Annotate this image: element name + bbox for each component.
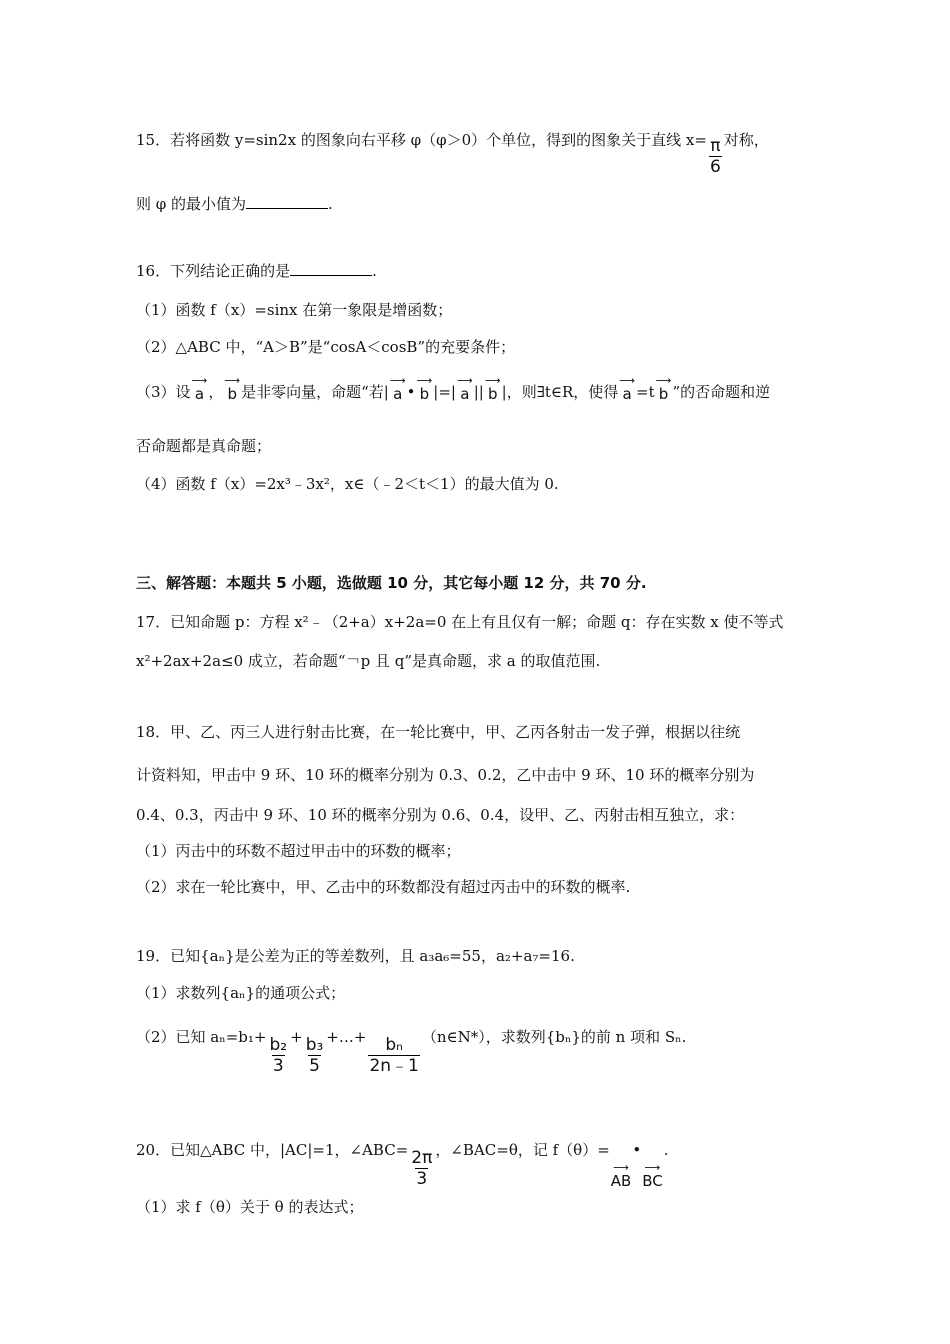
ellipsis-sum: +…+	[326, 1028, 367, 1046]
q16-item3-text: |，则∃t∈R，使得	[501, 383, 619, 401]
fraction-bn-over-2n-1	[368, 1035, 419, 1076]
frac-numerator: 2π	[411, 1148, 433, 1168]
q18-line3: 0.4、0.3，丙击中 9 环、10 环的概率分别为 0.6、0.4，设甲、乙、丙射击相互独立，求：	[136, 806, 745, 824]
q15-line2-text: 则 φ 的最小值为	[136, 195, 247, 213]
frac-denominator: 3	[272, 1056, 284, 1076]
q20-line1	[136, 1140, 668, 1189]
q19-item2-text: （2）已知 aₙ=b₁+	[136, 1028, 267, 1046]
frac-numerator: b₂	[269, 1035, 288, 1055]
vector-a: ⟶ a	[456, 374, 473, 403]
frac-denominator: 3	[416, 1169, 428, 1189]
frac-numerator: bₙ	[385, 1035, 403, 1055]
q18-item1: （1）丙击中的环数不超过甲击中的环数的概率；	[136, 842, 461, 860]
q20-item1: （1）求 f（θ）关于 θ 的表达式；	[136, 1198, 364, 1216]
frac-denominator: 2n﹣1	[369, 1056, 419, 1076]
q20-period: .	[663, 1141, 669, 1159]
frac-denominator: 6	[709, 157, 721, 177]
answer-blank	[290, 261, 372, 276]
q15-line2	[136, 194, 333, 214]
frac-numerator: π	[710, 136, 721, 156]
q20-text: 20．已知△ABC 中，|AC|=1，∠ABC=	[136, 1141, 409, 1159]
q15-text-post: 对称，	[723, 131, 769, 149]
q16-item3-continued: 否命题都是真命题；	[136, 437, 272, 455]
q16-item2: （2）△ABC 中，“A＞B”是“cosA＜cosB”的充要条件；	[136, 338, 516, 356]
q16-stem	[136, 261, 377, 281]
q16-period: .	[372, 262, 377, 280]
q18-line1: 18．甲、乙、丙三人进行射击比赛，在一轮比赛中，甲、乙丙各射击一发子弹，根据以往统	[136, 723, 741, 741]
q19-item1: （1）求数列{aₙ}的通项公式；	[136, 984, 346, 1002]
fraction-b2-over-3	[269, 1035, 289, 1076]
q16-item3-text: ”的否命题和逆	[672, 383, 771, 401]
vector-b: ⟶ b	[484, 374, 501, 403]
q18-item2: （2）求在一轮比赛中，甲、乙击中的环数都没有超过丙击中的环数的概率.	[136, 878, 631, 896]
q17-line1: 17．已知命题 p：方程 x²﹣（2+a）x+2a=0 在上有且仅有一解；命题 q：存在实数 x 使不等式	[136, 613, 784, 631]
vector-bc: ⟶ BC	[642, 1161, 663, 1190]
fraction-b3-over-5	[305, 1035, 325, 1076]
q17-line2: x²+2ax+2a≤0 成立，若命题“￢p 且 q”是真命题，求 a 的取值范围.	[136, 652, 601, 670]
q19-line1: 19．已知{aₙ}是公差为正的等差数列，且 a₃a₆=55，a₂+a₇=16.	[136, 947, 575, 965]
q16-item4: （4）函数 f（x）=2x³﹣3x²，x∈（﹣2＜t＜1）的最大值为 0.	[136, 475, 559, 493]
frac-denominator: 5	[309, 1056, 320, 1076]
q15-text-pre: 15．若将函数 y=sin2x 的图象向右平移 φ（φ＞0）个单位，得到的图象关于直线 x=	[136, 131, 707, 149]
q15-fraction-pi-over-6	[709, 136, 722, 177]
q16-item3-text: |=|	[433, 383, 456, 401]
vector-a: ⟶ a	[619, 374, 636, 403]
dot-product: •	[632, 1141, 642, 1159]
q16-item3-text: ||	[473, 383, 484, 401]
vector-a: ⟶ a	[389, 374, 406, 403]
vector-b: ⟶ b	[655, 374, 672, 403]
q15-period: .	[328, 195, 333, 213]
q16-item3-text: =t	[636, 383, 655, 401]
q16-stem-text: 16．下列结论正确的是	[136, 262, 291, 280]
q20-text: ，∠BAC=θ，记 f（θ）=	[435, 1141, 610, 1159]
q16-item3: （3）设 ⟶ a ， ⟶ b 是非零向量，命题“若| ⟶ a • ⟶ b |=| ⟶ a || ⟶ b |，则∃t∈R，使得 ⟶ a =t ⟶ b ”的否命题和逆	[136, 374, 771, 403]
vector-b: ⟶ b	[224, 374, 241, 403]
answer-blank	[246, 194, 328, 209]
frac-numerator: b₃	[305, 1035, 324, 1055]
q15-line1	[136, 130, 769, 177]
fraction-2pi-over-3	[410, 1148, 433, 1189]
section-heading: 三、解答题：本题共 5 小题，选做题 10 分，其它每小题 12 分，共 70 分.	[136, 574, 647, 592]
vector-a: ⟶ a	[191, 374, 208, 403]
vector-b: ⟶ b	[416, 374, 433, 403]
plus-sign: +	[290, 1028, 303, 1046]
q16-item3-text: （3）设	[136, 383, 191, 401]
q16-item1: （1）函数 f（x）=sinx 在第一象限是增函数；	[136, 301, 453, 319]
q16-item3-text: 是非零向量，命题“若|	[241, 383, 389, 401]
q18-line2: 计资料知，甲击中 9 环、10 环的概率分别为 0.3、0.2，乙中击中 9 环、10 环的概率分别为	[136, 766, 755, 784]
q19-item2	[136, 1027, 686, 1076]
q19-item2-text: （n∈N*），求数列{bₙ}的前 n 项和 Sₙ.	[421, 1028, 687, 1046]
vector-ab: ⟶ AB	[610, 1161, 632, 1190]
